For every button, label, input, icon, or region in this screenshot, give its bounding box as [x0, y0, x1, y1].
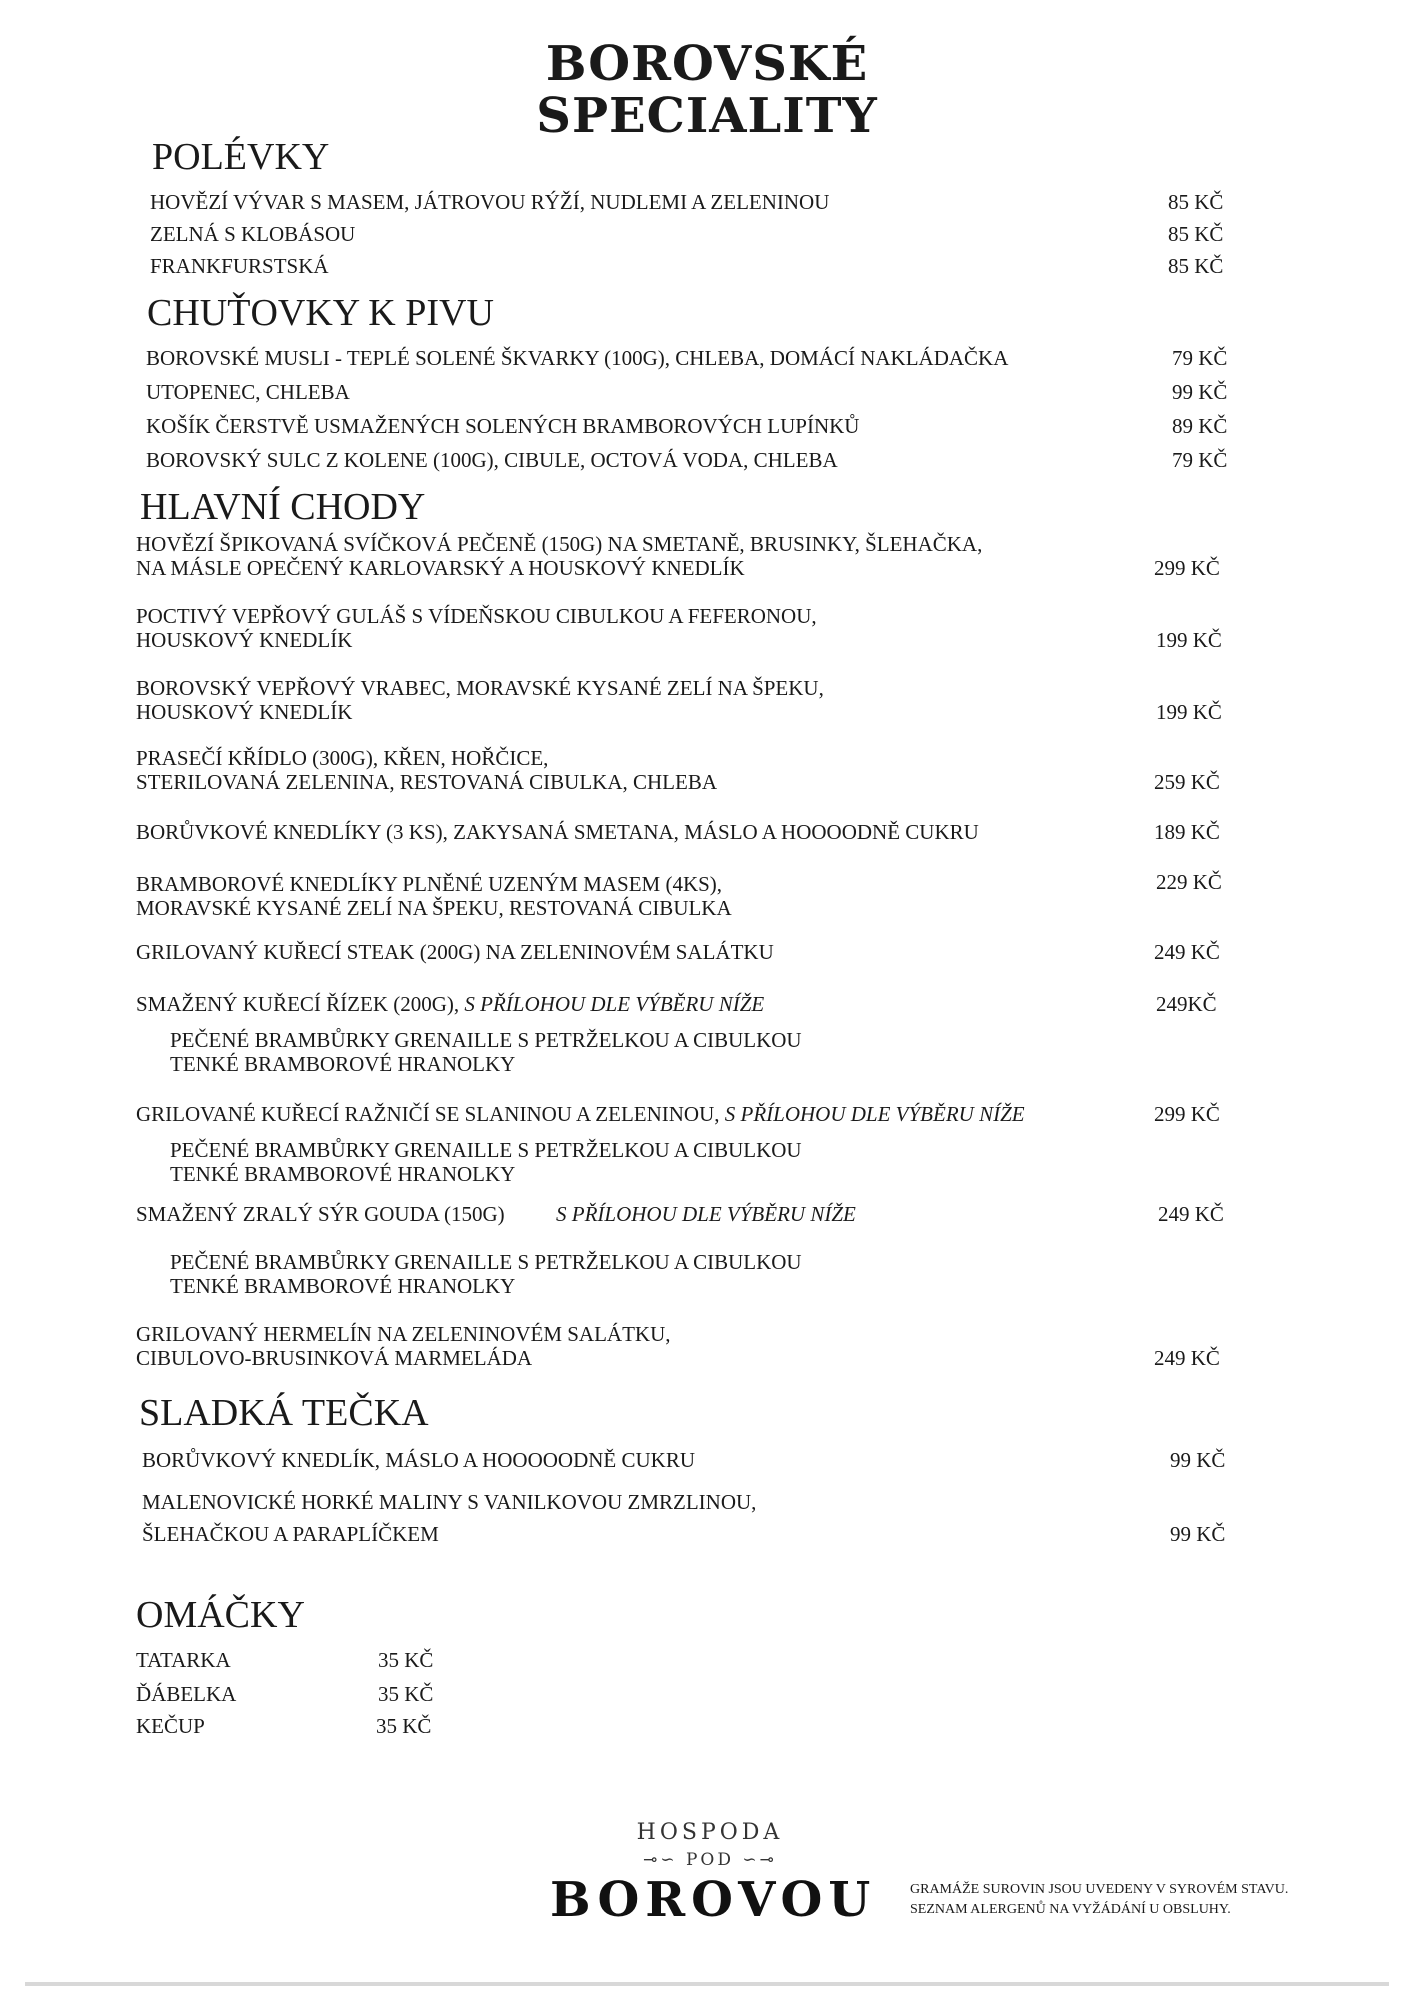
menu-item-name: BOROVSKÝ VEPŘOVÝ VRABEC, MORAVSKÉ KYSANÉ ZELÍ NA ŠPEKU,: [136, 676, 824, 700]
menu-item-name: [136, 1102, 1025, 1127]
menu-item-name: FRANKFURSTSKÁ: [150, 254, 329, 278]
menu-item-name-line2: HOUSKOVÝ KNEDLÍK: [136, 700, 353, 724]
menu-item-name: KEČUP: [136, 1714, 205, 1738]
menu-item-price: 249 KČ: [1158, 1202, 1224, 1226]
menu-item-name: BRAMBOROVÉ KNEDLÍKY PLNĚNÉ UZENÝM MASEM (4KS),: [136, 872, 723, 896]
menu-item-price: 259 KČ: [1154, 770, 1220, 794]
menu-item-name: KOŠÍK ČERSTVĚ USMAŽENÝCH SOLENÝCH BRAMBOROVÝCH LUPÍNKŮ: [146, 414, 860, 438]
menu-item-price: 79 KČ: [1172, 346, 1228, 370]
menu-item-price: 99 KČ: [1170, 1448, 1226, 1472]
menu-item-name: MALENOVICKÉ HORKÉ MALINY S VANILKOVOU ZMRZLINOU,: [142, 1490, 757, 1514]
menu-item-price: 79 KČ: [1172, 448, 1228, 472]
menu-item-name: GRILOVANÝ HERMELÍN NA ZELENINOVÉM SALÁTKU,: [136, 1322, 671, 1346]
page-title-line2: SPECIALITY: [536, 88, 878, 144]
section-heading-hlavni: HLAVNÍ CHODY: [140, 486, 426, 528]
menu-item-name-line2: CIBULOVO-BRUSINKOVÁ MARMELÁDA: [136, 1346, 533, 1370]
menu-item-price: 229 KČ: [1156, 870, 1222, 894]
menu-item-price: 199 KČ: [1156, 700, 1222, 724]
menu-item-name: BORŮVKOVÝ KNEDLÍK, MÁSLO A HOOOOODNĚ CUKRU: [142, 1448, 696, 1472]
menu-item-name: [136, 992, 764, 1017]
side-dish-note: S PŘÍLOHOU DLE VÝBĚRU NÍŽE: [464, 992, 765, 1016]
menu-item-name: HOVĚZÍ VÝVAR S MASEM, JÁTROVOU RÝŽÍ, NUDLEMI A ZELENINOU: [150, 190, 830, 214]
menu-item-price: 199 KČ: [1156, 628, 1222, 652]
menu-item-title: GRILOVANÉ KUŘECÍ RAŽNIČÍ SE SLANINOU A ZELENINOU,: [136, 1102, 725, 1126]
logo-pod-text: POD: [685, 1850, 734, 1870]
menu-item-price: 99 KČ: [1172, 380, 1228, 404]
menu-item-name: BOROVSKÉ MUSLI - TEPLÉ SOLENÉ ŠKVARKY (100G), CHLEBA, DOMÁCÍ NAKLÁDAČKA: [146, 346, 1009, 370]
footnote-line2: SEZNAM ALERGENŮ NA VYŽÁDÁNÍ U OBSLUHY.: [910, 1902, 1231, 1917]
side-dish-option: PEČENÉ BRAMBŮRKY GRENAILLE S PETRŽELKOU A CIBULKOU: [170, 1250, 802, 1274]
menu-item-name: UTOPENEC, CHLEBA: [146, 380, 350, 404]
section-heading-omacky: OMÁČKY: [136, 1594, 305, 1636]
menu-item-name: PRASEČÍ KŘÍDLO (300G), KŘEN, HOŘČICE,: [136, 746, 549, 770]
menu-item-price: 299 KČ: [1154, 556, 1220, 580]
side-dish-option: TENKÉ BRAMBOROVÉ HRANOLKY: [170, 1052, 516, 1076]
side-dish-option: PEČENÉ BRAMBŮRKY GRENAILLE S PETRŽELKOU A CIBULKOU: [170, 1138, 802, 1162]
menu-item-name: TATARKA: [136, 1648, 231, 1672]
menu-item-price: 249 KČ: [1154, 940, 1220, 964]
page-title-line1: BOROVSKÉ: [545, 36, 869, 92]
menu-item-name: BORŮVKOVÉ KNEDLÍKY (3 KS), ZAKYSANÁ SMETANA, MÁSLO A HOOOODNĚ CUKRU: [136, 820, 979, 844]
logo-line-pod: [550, 1850, 870, 1870]
menu-item-name-line2: STERILOVANÁ ZELENINA, RESTOVANÁ CIBULKA, CHLEBA: [136, 770, 717, 794]
page-bottom-divider: [25, 1982, 1389, 1986]
ornament-right: ∽⊸: [734, 1850, 777, 1870]
menu-item-name-line2: MORAVSKÉ KYSANÉ ZELÍ NA ŠPEKU, RESTOVANÁ CIBULKA: [136, 896, 732, 920]
side-dish-note: S PŘÍLOHOU DLE VÝBĚRU NÍŽE: [556, 1202, 856, 1226]
menu-item-price: 249 KČ: [1154, 1346, 1220, 1370]
menu-item-price: 299 KČ: [1154, 1102, 1220, 1126]
menu-item-price: 85 KČ: [1168, 222, 1224, 246]
menu-item-price: 35 KČ: [378, 1682, 434, 1706]
menu-item-name: SMAŽENÝ ZRALÝ SÝR GOUDA (150G): [136, 1202, 505, 1226]
section-heading-chutovky: CHUŤOVKY K PIVU: [147, 292, 494, 334]
restaurant-logo: [550, 1820, 877, 1940]
menu-item-name: POCTIVÝ VEPŘOVÝ GULÁŠ S VÍDEŇSKOU CIBULKOU A FEFERONOU,: [136, 604, 817, 628]
section-heading-polevky: POLÉVKY: [152, 136, 330, 178]
menu-item-name: ZELNÁ S KLOBÁSOU: [150, 222, 356, 246]
logo-line-borovou: BOROVOU: [550, 1872, 877, 1928]
menu-item-price: 189 KČ: [1154, 820, 1220, 844]
menu-item-title: SMAŽENÝ KUŘECÍ ŘÍZEK (200G),: [136, 992, 465, 1016]
menu-item-price: 35 KČ: [378, 1648, 434, 1672]
menu-item-name-line2: HOUSKOVÝ KNEDLÍK: [136, 628, 353, 652]
menu-item-price: 249KČ: [1156, 992, 1217, 1016]
section-heading-sladka: SLADKÁ TEČKA: [139, 1392, 429, 1434]
menu-item-price: 85 KČ: [1168, 190, 1224, 214]
menu-item-name-line2: NA MÁSLE OPEČENÝ KARLOVARSKÝ A HOUSKOVÝ KNEDLÍK: [136, 556, 745, 580]
menu-item-price: 99 KČ: [1170, 1522, 1226, 1546]
ornament-left: ⊸∽: [643, 1850, 686, 1870]
menu-item-name: ĎÁBELKA: [136, 1682, 237, 1706]
menu-item-price: 89 KČ: [1172, 414, 1228, 438]
menu-item-name: GRILOVANÝ KUŘECÍ STEAK (200G) NA ZELENINOVÉM SALÁTKU: [136, 940, 774, 964]
side-dish-option: TENKÉ BRAMBOROVÉ HRANOLKY: [170, 1274, 516, 1298]
logo-line-hospoda: HOSPODA: [636, 1820, 784, 1845]
menu-item-name-line2: ŠLEHAČKOU A PARAPLÍČKEM: [142, 1522, 439, 1546]
menu-item-price: 85 KČ: [1168, 254, 1224, 278]
side-dish-option: PEČENÉ BRAMBŮRKY GRENAILLE S PETRŽELKOU A CIBULKOU: [170, 1028, 802, 1052]
menu-item-price: 35 KČ: [376, 1714, 432, 1738]
side-dish-option: TENKÉ BRAMBOROVÉ HRANOLKY: [170, 1162, 516, 1186]
menu-item-name: HOVĚZÍ ŠPIKOVANÁ SVÍČKOVÁ PEČENĚ (150G) NA SMETANĚ, BRUSINKY, ŠLEHAČKA,: [136, 532, 983, 556]
menu-item-name: BOROVSKÝ SULC Z KOLENE (100G), CIBULE, OCTOVÁ VODA, CHLEBA: [146, 448, 838, 472]
side-dish-note: S PŘÍLOHOU DLE VÝBĚRU NÍŽE: [724, 1102, 1025, 1126]
footnote-line1: GRAMÁŽE SUROVIN JSOU UVEDENY V SYROVÉM STAVU.: [910, 1882, 1289, 1897]
